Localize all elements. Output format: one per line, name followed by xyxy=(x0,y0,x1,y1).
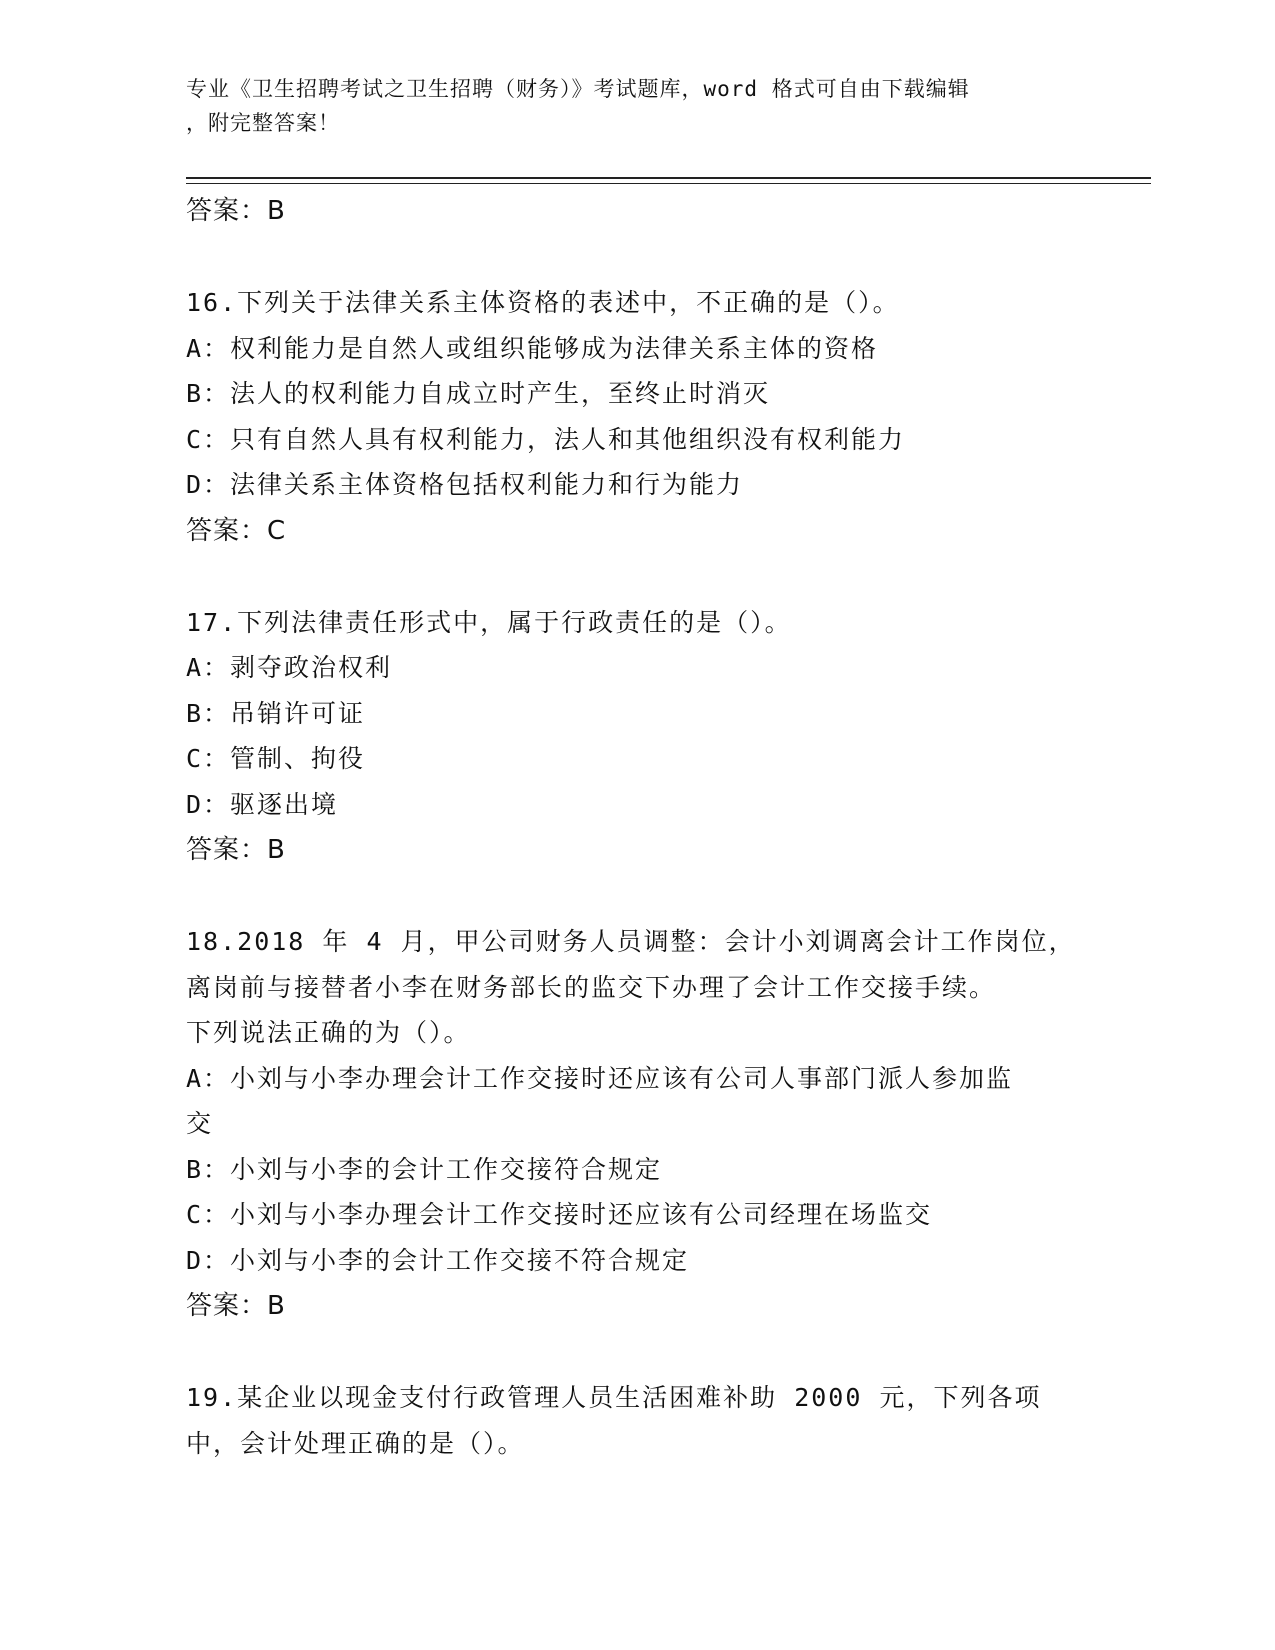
option-d: D：小刘与小李的会计工作交接不符合规定 xyxy=(186,1245,690,1275)
question-stem-line-2: 离岗前与接替者小李在财务部长的监交下办理了会计工作交接手续。 xyxy=(186,972,997,1002)
option-c: C：只有自然人具有权利能力，法人和其他组织没有权利能力 xyxy=(186,424,906,454)
answer-line: 答案：B xyxy=(186,1291,286,1321)
option-b: B：吊销许可证 xyxy=(186,698,366,728)
header-rule-thin xyxy=(186,183,1151,184)
document-header xyxy=(186,72,1086,140)
option-d: D：法律关系主体资格包括权利能力和行为能力 xyxy=(186,470,744,499)
question-list xyxy=(186,188,1086,1466)
question-stem: 17.下列法律责任形式中，属于行政责任的是（）。 xyxy=(186,607,792,637)
question-stem-line-3: 下列说法正确的为（）。 xyxy=(186,1018,471,1047)
answer-line: 答案：B xyxy=(186,196,286,226)
answer-line: 答案：B xyxy=(186,835,286,865)
header-line-1: 专业《卫生招聘考试之卫生招聘（财务）》考试题库，word 格式可自由下载编辑 xyxy=(186,77,970,101)
question-stem-line-1: 18.2018 年 4 月，甲公司财务人员调整：会计小刘调离会计工作岗位， xyxy=(186,927,1076,956)
option-d: D：驱逐出境 xyxy=(186,789,339,819)
answer-line: 答案：C xyxy=(186,515,287,546)
header-rule-thick xyxy=(186,177,1151,179)
option-a: A：剥夺政治权利 xyxy=(186,653,393,682)
question-stem: 16.下列关于法律关系主体资格的表述中，不正确的是（）。 xyxy=(186,288,900,317)
option-a: A：权利能力是自然人或组织能够成为法律关系主体的资格 xyxy=(186,333,879,363)
question-16 xyxy=(186,280,1086,554)
option-a: A：小刘与小李办理会计工作交接时还应该有公司人事部门派人参加监 xyxy=(186,1063,1014,1093)
question-18 xyxy=(186,919,1086,1329)
option-c: C：小刘与小李办理会计工作交接时还应该有公司经理在场监交 xyxy=(186,1200,933,1229)
option-c: C：管制、拘役 xyxy=(186,744,366,773)
option-a-continued: 交 xyxy=(186,1109,214,1138)
question-stem-line-2: 中，会计处理正确的是（）。 xyxy=(186,1428,525,1458)
question-19 xyxy=(186,1375,1086,1466)
header-line-2: ，附完整答案！ xyxy=(186,111,340,135)
option-b: B：法人的权利能力自成立时产生，至终止时消灭 xyxy=(186,379,771,408)
question-17 xyxy=(186,600,1086,874)
question-stem-line-1: 19.某企业以现金支付行政管理人员生活困难补助 2000 元，下列各项 xyxy=(186,1383,1042,1412)
option-b: B：小刘与小李的会计工作交接符合规定 xyxy=(186,1154,663,1184)
